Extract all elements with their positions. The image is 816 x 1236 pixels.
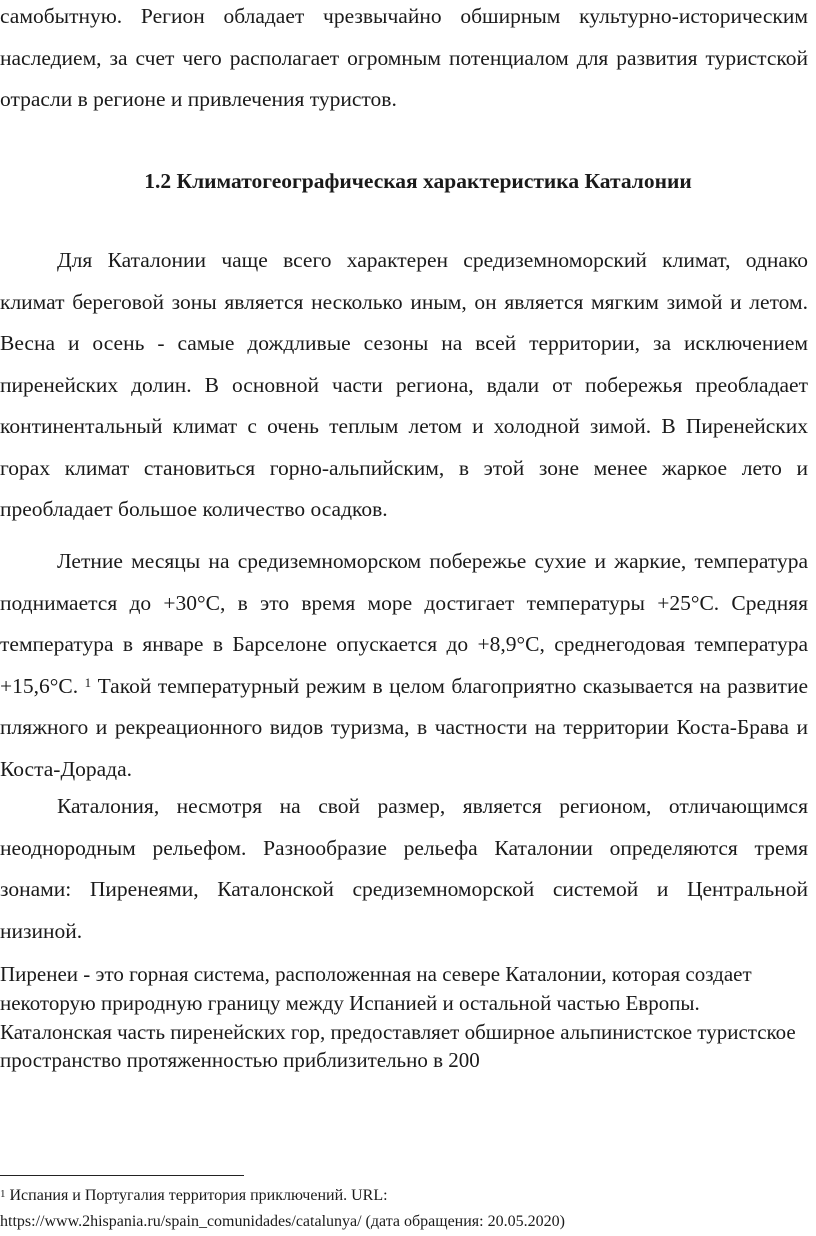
paragraph-relief: Каталония, несмотря на свой размер, является регионом, отличающимся неоднородным рельефом. Разнообразие рельефа Каталонии определяются тремя зонами: Пиренеями, Каталонской средиземноморской системой и Центральной низиной. <box>0 794 808 943</box>
footnote-source-title: Испания и Португалия территория приключений. URL: <box>9 1187 388 1204</box>
footnote-line-2: https://www.2hispania.ru/spain_comunidades/catalunya/ (дата обращения: 20.05.2020) <box>0 1213 565 1230</box>
paragraph-summer <box>0 541 808 790</box>
footnote-separator <box>0 1175 244 1176</box>
paragraph-summer-text-a: Летние месяцы на средиземноморском побережье сухие и жаркие, температура поднимается до +30°C, в это время море достигает температуры +25°C. Средняя температура в январе в Барселоне опускается до +8,9°C, среднегодовая температура +15,6°C. <box>0 549 808 698</box>
paragraph-climate: Для Каталонии чаще всего характерен средиземноморский климат, однако климат береговой зоны является несколько иным, он является мягким зимой и летом. Весна и осень - самые дождливые сезоны на всей территории, за исключением пиренейских долин. В основной части региона, вдали от побережья преобладает континентальный климат с очень теплым летом и холодной зимой. В Пиренейских горах климат становиться горно-альпийским, в этой зоне менее жаркое лето и преобладает большое количество осадков. <box>0 248 808 521</box>
footnote-reference: 1 <box>84 674 92 690</box>
paragraph-summer-text-b: Такой температурный режим в целом благоприятно сказывается на развитие пляжного и рекреационного видов туризма, в частности на территории Коста-Брава и Коста-Дорада. <box>0 673 808 781</box>
footnote <box>0 1183 816 1235</box>
paragraph-pyrenees: Пиренеи - это горная система, расположенная на севере Каталонии, которая создает некоторую природную границу между Испанией и остальной частью Европы. Каталонская часть пиренейских гор, предоставляет обширное альпинистское туристское пространство протяженностью приблизительно в 200 <box>0 962 796 1073</box>
paragraph-intro: самобытную. Регион обладает чрезвычайно обширным культурно-историческим наследием, за счет чего располагает огромным потенциалом для развития туристской отрасли в регионе и привлечения туристов. <box>0 4 808 111</box>
section-heading: 1.2 Климатогеографическая характеристика Каталонии <box>144 169 692 193</box>
footnote-number: 1 <box>0 1188 6 1200</box>
footnote-line-1 <box>0 1183 816 1209</box>
